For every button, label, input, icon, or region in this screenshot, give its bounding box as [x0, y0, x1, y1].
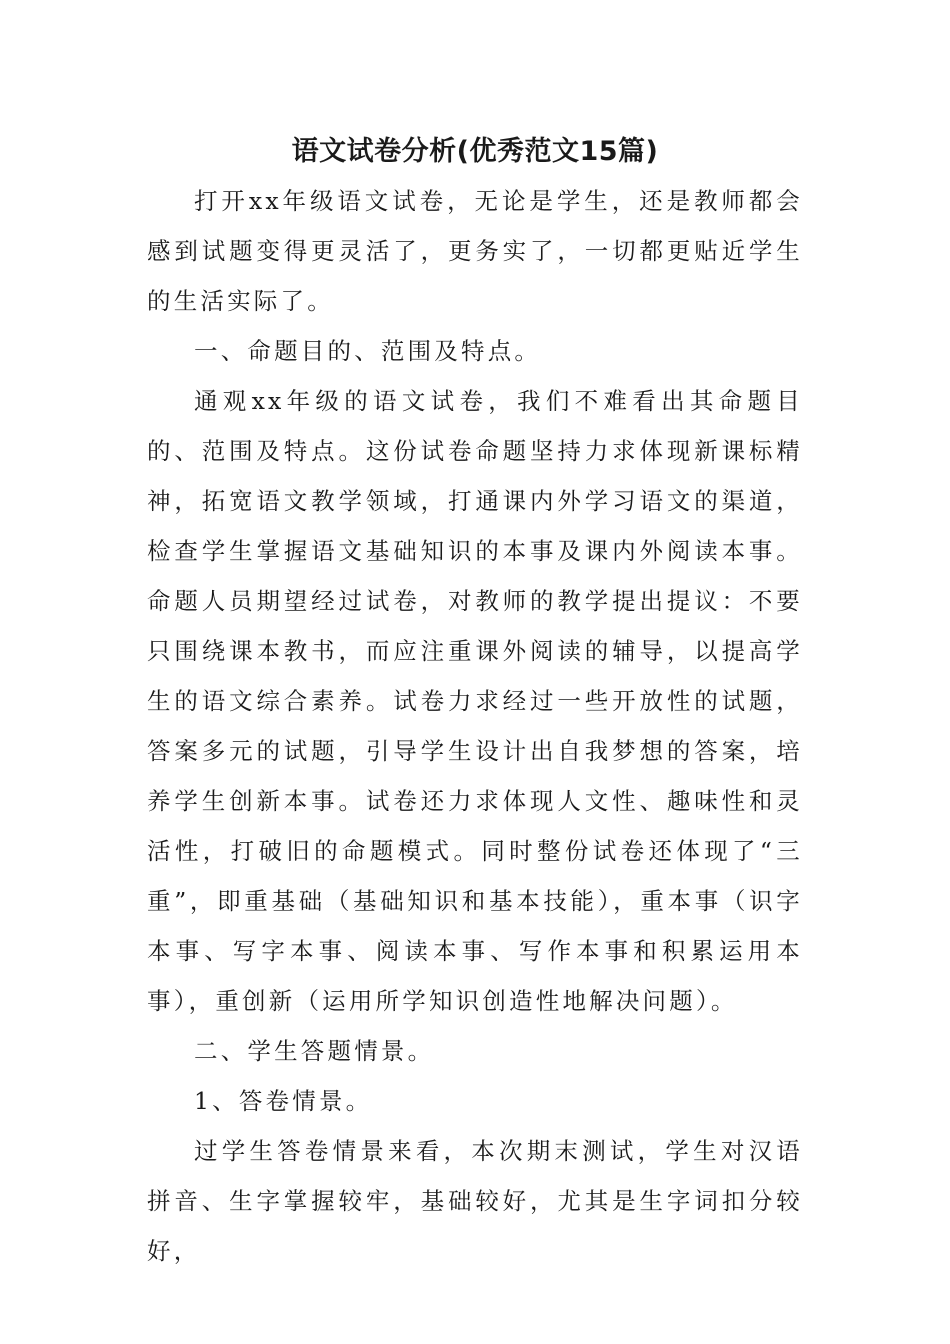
section-heading-1: 一、命题目的、范围及特点。	[194, 337, 542, 365]
document-title: 语文试卷分析(优秀范文15篇)	[291, 136, 659, 167]
paragraph-analysis: 通观xx年级的语文试卷，我们不难看出其命题目的、范围及特点。这份试卷命题坚持力求体现新课标精神，拓宽语文教学领域，打通课内外学习语文的渠道，检查学生掌握语文基础知识的本事及课内外阅读本事。命题人员期望经过试卷，对教师的教学提出提议：不要只围绕课本教书，而应注重课外阅读的辅导，以提高学生的语文综合素养。试卷力求经过一些开放性的试题，答案多元的试题，引导学生设计出自我梦想的答案，培养学生创新本事。试卷还力求体现人文性、趣味性和灵活性，打破旧的命题模式。同时整份试卷还体现了“三重”，即重基础（基础知识和基本技能），重本事（识字本事、写字本事、阅读本事、写作本事和积累运用本事），重创新（运用所学知识创造性地解决问题）。	[147, 387, 803, 1015]
document-body	[147, 176, 803, 1276]
paragraph-intro: 打开xx年级语文试卷，无论是学生，还是教师都会感到试题变得更灵活了，更务实了，一切都更贴近学生的生活实际了。	[147, 187, 803, 315]
subsection-heading-1: 1、答卷情景。	[194, 1087, 373, 1115]
paragraph-answers: 过学生答卷情景来看，本次期末测试，学生对汉语拼音、生字掌握较牢，基础较好，尤其是生字词扣分较好，	[147, 1137, 803, 1265]
section-heading-2: 二、学生答题情景。	[194, 1037, 435, 1065]
